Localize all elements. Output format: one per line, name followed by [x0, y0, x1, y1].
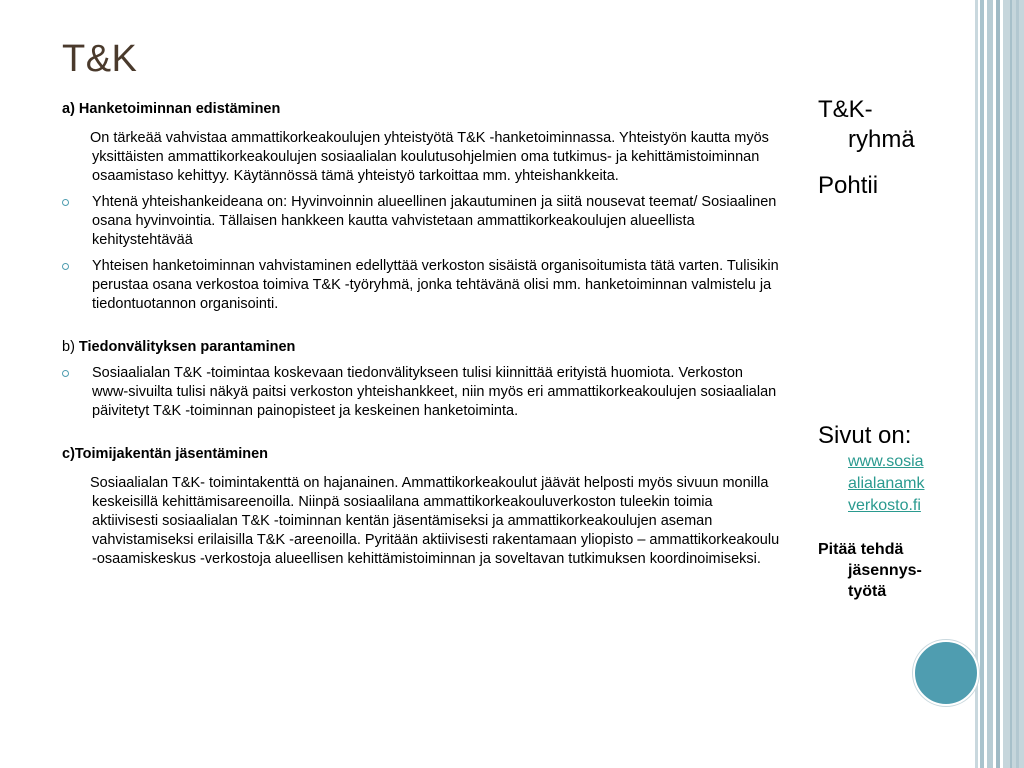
side-pohtii: Pohtii [818, 172, 879, 199]
section-a-heading: a) Hanketoiminnan edistäminen [62, 101, 281, 117]
site-link-line3[interactable]: verkosto.fi [848, 497, 921, 514]
main-content [62, 100, 780, 569]
side-group-line2: ryhmä [848, 126, 915, 153]
section-b-heading [62, 338, 780, 357]
side-panel [818, 95, 958, 602]
section-a-paragraph: On tärkeää vahvistaa ammattikorkeakoulujen yhteistyötä T&K -hanketoiminnassa. Yhteistyön kautta myös yksittäisten ammattikorkeakoulujen sosiaalialan koulutusohjelmien oma tutkimus- ja kehittämistoiminnan osaamistaso kehittyy. Käytännössä tämä yhteistyö tarkoittaa mm. yhteishankkeita. [90, 130, 769, 184]
section-c-heading: c)Toimijakentän jäsentäminen [62, 446, 269, 462]
decor-stripe [996, 0, 1000, 768]
section-b-bullet-1: Sosiaalialan T&K -toimintaa koskevaan tiedonvälitykseen tulisi kiinnittää erityistä huomiota. Verkoston www-sivuilta tulisi näkyä paitsi verkoston yhteishankkeet, niin myös eri ammattikorkeakoulujen sosiaalialan päivitetyt T&K -toiminnan painopisteet ja keskeinen hanketoiminta. [62, 364, 780, 421]
section-b-prefix: b) [62, 339, 79, 355]
side-group-line1: T&K- [818, 96, 873, 123]
decor-stripe [975, 0, 978, 768]
site-link-line2[interactable]: alialanamk [848, 475, 925, 492]
section-a-bullet-2: Yhteisen hanketoiminnan vahvistaminen edellyttää verkoston sisäistä organisoitumista tätä varten. Tulisikin perustaa osana verkostoa toimiva T&K -työryhmä, jonka tehtävänä olisi mm. hanketoiminnan valmistelu ja tiedontuotannon organisointi. [62, 257, 780, 314]
decor-stripe [1003, 0, 1024, 768]
side-todo-line1: Pitää tehdä [818, 541, 904, 558]
decor-stripe [1010, 0, 1012, 768]
decor-stripe [987, 0, 993, 768]
decor-circle [913, 640, 979, 706]
decor-stripe [980, 0, 984, 768]
side-todo-line3: työtä [848, 583, 887, 600]
section-b-title: Tiedonvälityksen parantaminen [78, 339, 296, 355]
decor-stripe [1016, 0, 1019, 768]
section-c-paragraph: Sosiaalialan T&K- toimintakenttä on hajanainen. Ammattikorkeakoulut jäävät helposti myös sivuun monilla keskeisillä kehittämisareenoilla. Niinpä sosiaalilana ammattikorkeakouluverkoston tuleekin toimia aktiivisesti sosiaalialan T&K -toiminnan kentän jäsentämiseksi ja ammattikorkeakoulujen aseman vahvistamiseksi erilaisilla T&K -areenoilla. Pyritään aktiivisesti rakentamaan yliopisto – ammattikorkeakoulu -osaamiskeskus -verkostoja alueellisen kehittämistoiminnan ja soveltavan tutkimuksen koordinoimiseksi. [90, 475, 780, 567]
slide-title: T&K [62, 38, 138, 80]
site-link-line1[interactable]: www.sosia [848, 453, 924, 470]
side-todo-line2: jäsennys- [848, 562, 922, 579]
section-a-bullet-1: Yhtenä yhteishankeideana on: Hyvinvoinnin alueellinen jakautuminen ja siitä nousevat teemat/ Sosiaalinen osana hyvinvointia. Tällaisen hankkeen kautta vahvistetaan ammattikorkeakoulujen alueellista kehitystehtävää [62, 193, 780, 250]
side-sivut-label: Sivut on: [818, 422, 912, 449]
